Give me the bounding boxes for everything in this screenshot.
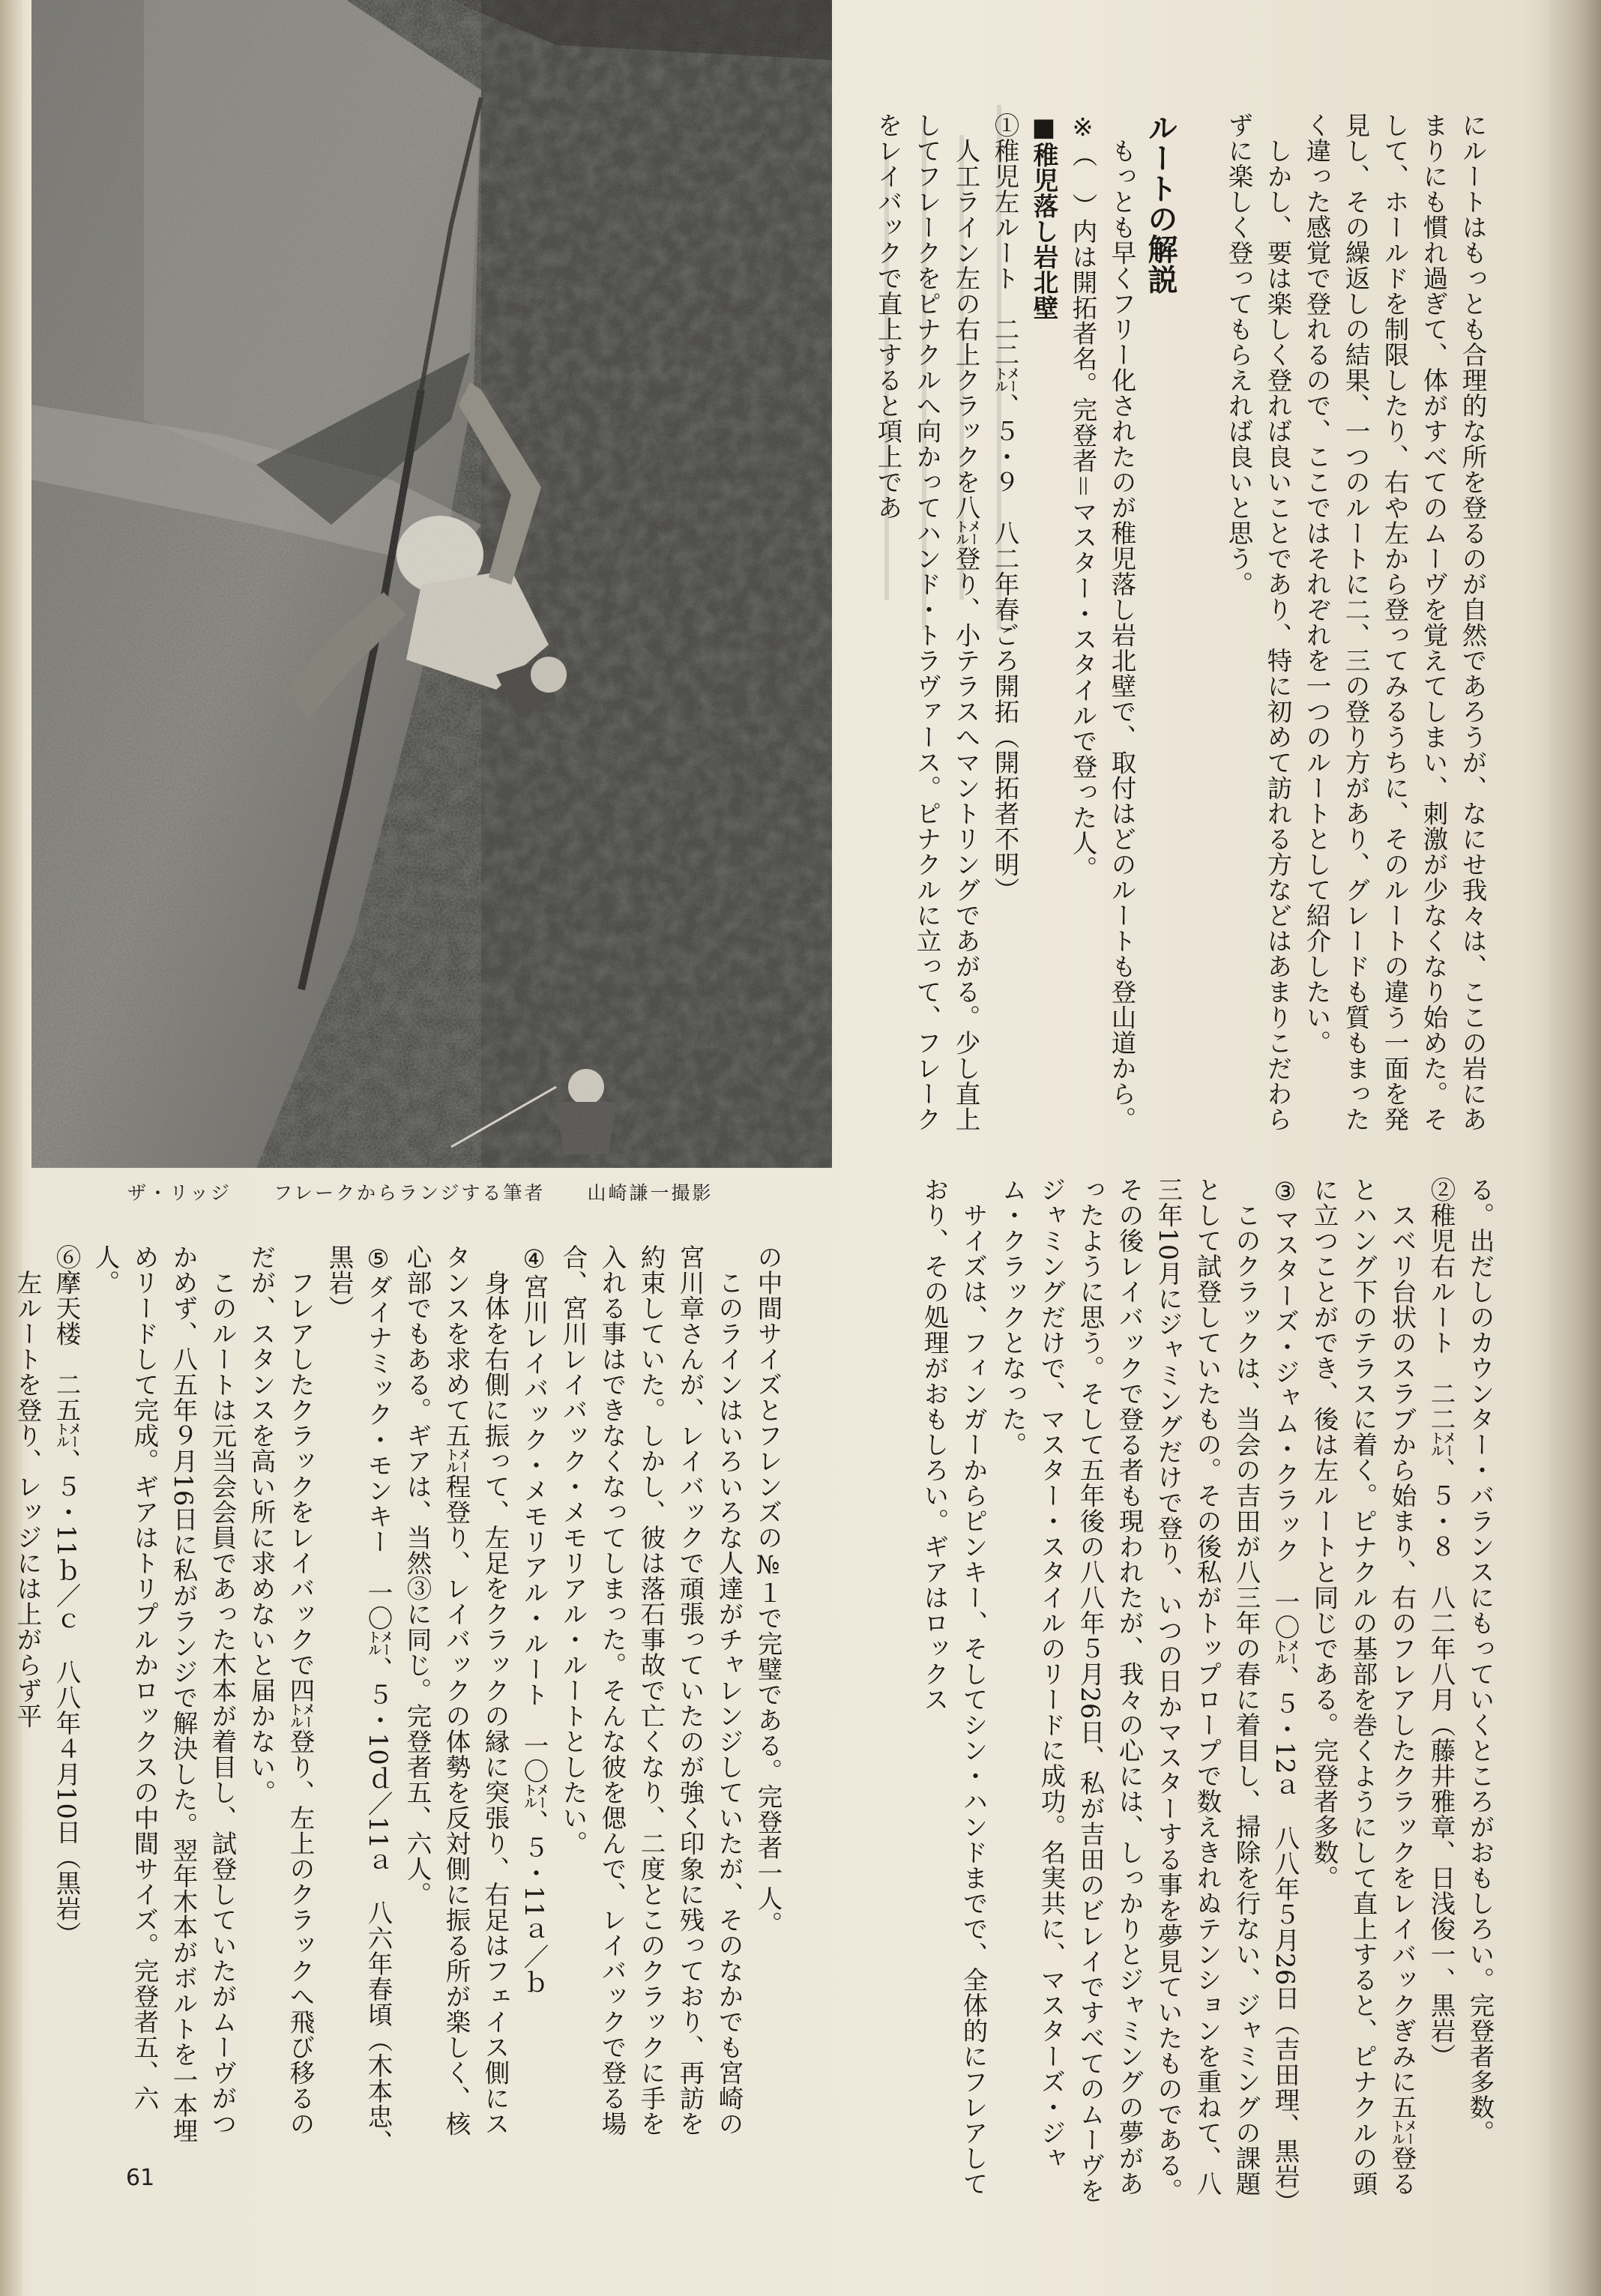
route1-text: 人工ライン左の右上クラックを八㍍登り、小テラスへマントリングであがる。少し直上してフレークをピナクルへ向かってハンド・トラヴァース。ピナクルに立って、フレークをレイバックで直上すると項上であ xyxy=(873,112,980,1132)
text-block-bottom xyxy=(13,1244,787,2159)
intro-paragraph: にルートはもっとも合理的な所を登るのが自然であろうが、なにせ我々は、ここの岩にあまりにも慣れ過ぎて、体がすべてのムーヴを覚えてしまい、刺激が少なくなり始めた。そして、ホールドを制限したり、右や左から登ってみるうちに、そのルートの違う一面を発見し、その繰返しの結果、一つのルートに二、三の登り方があり、グレードも質もまったく違った感覚で登れるので、ここではそれぞれを一つのルートとして紹介したい。 しかし、要は楽しく登れば良いことであり、特に初めて訪れる方などはあまりこだわらずに楽しく登ってもらえれば良いと思う。 xyxy=(1224,112,1487,1132)
route1-title: ①稚児左ルート 二二㍍、５・９ 八二年春ごろ開拓（開拓者不明） xyxy=(990,112,1019,903)
caption-title: ザ・リッジ xyxy=(127,1182,232,1204)
caption-text: フレークからランジする筆者 xyxy=(274,1182,546,1204)
caption-credit: 山崎謙一撮影 xyxy=(587,1182,714,1204)
section-intro: もっとも早くフリー化されたのが稚児落し岩北壁で、取付はどのルートも登山道から。 ※（ ）内は開拓者名。完登者＝マスター・スタイルで登った人。 xyxy=(1068,112,1136,1132)
climbing-photo xyxy=(31,0,832,1168)
text-block-top xyxy=(847,112,1492,1154)
routes-2-3-text: る。出だしのカウンター・バランスにもっていくところがおもしろい。完登者多数。 ②稚児右ルート 二二㍍、５・８ 八二年八月（藤井雅章、日浅俊一、黒岩） スベリ台状のスラブから始まり、右のフレアしたクラックをレイバックぎみに五㍍登るとハング下のテラスに着く。ピナクルの基部を巻くようにして直上すると、ピナクルの頭に立つことができ、後は左ルートと同じである。完登者多数。 ③マスターズ・ジャム・クラック 一〇㍍、５・12ａ 八八年５月26日（吉田理、黒岩） このクラックは、当会の吉田が八三年の春に着目し、掃除を行ない、ジャミングの課題として試登していたもの。その後私がトップロープで数えきれぬテンションを重ねて、八三年10月にジャミングだけで登り、いつの日かマスターする事を夢見ていたものである。その後レイバックで登る者も現われたが、我々の心には、しっかりとジャミングの夢があったように思う。そして五年後の八八年５月26日、私が吉田のビレイですべてのムーヴをジャミングだけで、マスター・スタイルのリードに成功。名実共に、マスターズ・ジャム・クラックとなった。 サイズは、フィンガーからピンキー、そしてシン・ハンドまでで、全体的にフレアしており、その処理がおもしろい。ギアはロックス xyxy=(920,1177,1495,2215)
text-block-middle xyxy=(824,1177,1499,2219)
page-spine-shadow xyxy=(0,0,22,2296)
photo-caption xyxy=(127,1178,817,1208)
page-number: 61 xyxy=(126,2165,155,2191)
section-heading: ルートの解説 xyxy=(1143,112,1178,295)
routes-4-6-text: の中間サイズとフレンズの№１で完璧である。完登者一人。 このラインはいろいろな人達がチャレンジしていたが、そのなかでも宮崎の宮川章さんが、レイバックで頑張っていたのが強く印象に残っており、再訪を約束していた。しかし、彼は落石事故で亡くなり、二度とこのクラックに手を入れる事はできなくなってしまった。そんな彼を偲んで、レイバックで登る場合、宮川レイバック・メモリアル・ルートとしたい。 ④宮川レイバック・メモリアル・ルート 一〇㍍、５・11ａ／ｂ 身体を右側に振って、左足をクラックの縁に突張り、右足はフェイス側にスタンスを求めて五㍍程登り、レイバックの体勢を反対側に振る所が楽しく、核心部でもある。ギアは、当然③に同じ。完登者五、六人。 ⑤ダイナミック・モンキー 一〇㍍、５・10ｄ／11ａ 八六年春頃（木本忠、黒岩） フレアしたクラックをレイバックで四㍍登り、左上のクラックへ飛び移るのだが、スタンスを高い所に求めないと届かない。 このルートは元当会会員であった木本が着目し、試登していたがムーヴがつかめず、八五年９月16日に私がランジで解決した。翌年木本がボルトを一本埋めリードして完成。ギアはトリプルかロックスの中間サイズ。完登者五、六人。 ⑥摩天楼 二五㍍、５・11ｂ／ｃ 八八年４月10日（黒岩） 左ルートを登り、レッジには上がらず平 xyxy=(13,1244,783,2155)
page-edge-shadow xyxy=(1549,0,1601,2296)
area-heading: ■稚児落し岩北壁 xyxy=(1029,112,1058,321)
